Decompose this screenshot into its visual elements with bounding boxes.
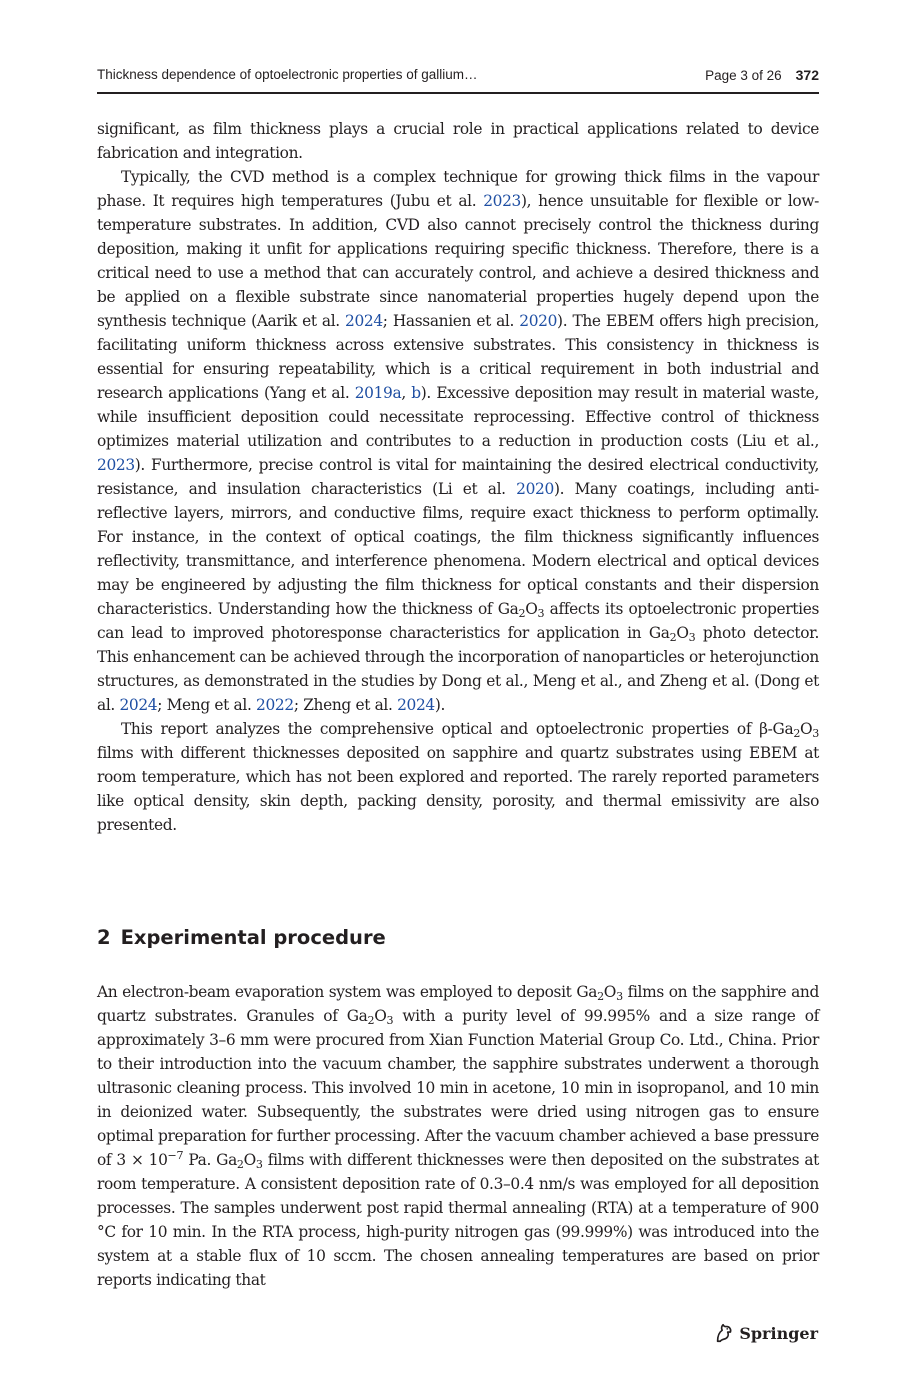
- text-run: ; Hassanien et al.: [382, 312, 520, 330]
- text-run: O: [676, 624, 689, 642]
- subscript: 3: [386, 1014, 394, 1028]
- section-title: Experimental procedure: [120, 926, 386, 949]
- citation-link[interactable]: 2022: [256, 696, 294, 714]
- text-run: O: [603, 983, 617, 1001]
- text-run: photo detector. This enhancement can be achieved through the incorporation of nanoparticles or heterojunction structures, as demonstrated in the studies by Dong et al., Meng et al., and Zheng et al. (Dong et al.: [97, 624, 820, 714]
- publisher-name: Springer: [739, 1323, 818, 1343]
- subscript: 2: [597, 990, 604, 1004]
- text-run: ). Many coatings, including anti-reflective layers, mirrors, and conductive films, require exact thickness to perform optimally. For instance, in the context of optical coatings, the film thickness significantly influences reflectivity, transmittance, and interference phenomena. Modern electrical and optical devices may be engineered by adjusting the film thickness for optical constants and their dispersion characteristics. Understanding how the thickness of Ga: [97, 480, 820, 618]
- paragraph-continued: significant, as film thickness plays a crucial role in practical applications related to device fabrication and integration.: [97, 120, 819, 162]
- subscript: 2: [518, 607, 526, 621]
- text-run: films with different thicknesses were then deposited on the substrates at room temperature. A consistent deposition rate of 0.3–0.4 nm/s was employed for all deposition processes. The samples underwent post rapid thermal annealing (RTA) at a temperature of 900 °C for 10 min. In the RTA process, high-purity nitrogen gas (99.999%) was introduced into the system at a stable flux of 10 sccm. The chosen annealing temperatures are based on prior reports indicating that: [97, 1151, 820, 1289]
- text-run: ).: [434, 696, 446, 714]
- springer-horse-icon: [713, 1322, 735, 1344]
- subscript: 3: [616, 990, 623, 1004]
- citation-link[interactable]: 2023: [97, 456, 135, 474]
- citation-link[interactable]: 2024: [119, 696, 158, 714]
- subscript: 3: [255, 1158, 263, 1172]
- text-run: O: [800, 720, 813, 738]
- running-header: [97, 62, 819, 94]
- superscript: −7: [167, 1148, 184, 1162]
- citation-link[interactable]: 2024: [397, 696, 435, 714]
- text-run: films on the sapphire and quartz substrates. Granules of Ga: [97, 983, 819, 1025]
- page-info: Page 3 of 26: [705, 68, 782, 83]
- publisher-logo: [713, 1320, 818, 1346]
- text-run: Typically, the CVD method is a complex technique for growing thick films in the vapour phase. It requires high temperatures (Jubu et al.: [97, 168, 819, 210]
- text-run: This report analyzes the comprehensive optical and optoelectronic properties of β-Ga: [121, 720, 794, 738]
- text-run: ; Zheng et al.: [293, 696, 398, 714]
- subscript: 3: [812, 727, 819, 741]
- text-run: O: [525, 600, 538, 618]
- text-run: with a purity level of 99.995% and a size range of approximately 3–6 mm were procured from Xian Function Material Group Co. Ltd., China. Prior to their introduction into the vacuum chamber, the sapphire substrates underwent a thorough ultrasonic cleaning process. This involved 10 min in acetone, 10 min in isopropanol, and 10 min in deionized water. Subsequently, the substrates were dried using nitrogen gas to ensure optimal preparation for further processing. After the vacuum chamber achieved a base pressure of 3 × 10: [97, 1007, 819, 1169]
- text-run: Pa. Ga: [183, 1151, 237, 1169]
- citation-link[interactable]: b: [411, 384, 421, 402]
- main-text: [97, 117, 819, 837]
- subscript: 2: [669, 631, 677, 645]
- text-run: An electron-beam evaporation system was employed to deposit Ga: [97, 983, 598, 1001]
- text-run: ). Furthermore, precise control is vital for maintaining the desired electrical conductivity, resistance, and insulation characteristics (Li et al.: [97, 456, 819, 498]
- text-run: ; Meng et al.: [157, 696, 257, 714]
- text-run: affects its optoelectronic properties can lead to improved photoresponse characteristics for application in Ga: [97, 600, 820, 642]
- subscript: 3: [537, 607, 545, 621]
- section-number: 2: [97, 926, 111, 949]
- paragraph-cvd: [97, 165, 819, 717]
- citation-link[interactable]: 2024: [345, 312, 383, 330]
- text-run: O: [374, 1007, 387, 1025]
- page-number: 372: [795, 67, 819, 83]
- running-title: Thickness dependence of optoelectronic properties of gallium…: [97, 67, 478, 82]
- page-info-group: [705, 67, 819, 83]
- paragraph-experimental: [97, 980, 819, 1292]
- text-run: O: [243, 1151, 256, 1169]
- section-heading: [97, 926, 386, 949]
- section-text: [97, 980, 819, 1292]
- text-run: ,: [401, 384, 412, 402]
- text-run: ), hence unsuitable for flexible or low-temperature substrates. In addition, CVD also cannot precisely control the thickness during deposition, making it unfit for applications requiring specific thickness. Therefore, there is a critical need to use a method that can accurately control, and achieve a desired thickness and be applied on a flexible substrate since nanomaterial properties hugely depend upon the synthesis technique (Aarik et al.: [97, 192, 819, 330]
- citation-link[interactable]: 2020: [516, 480, 554, 498]
- paragraph-report: [97, 717, 819, 837]
- citation-link[interactable]: 2019a: [354, 384, 402, 402]
- subscript: 2: [236, 1158, 244, 1172]
- text-run: films with different thicknesses deposited on sapphire and quartz substrates using EBEM at room temperature, which has not been explored and reported. The rarely reported parameters like optical density, skin depth, packing density, porosity, and thermal emissivity are also presented.: [97, 744, 819, 834]
- text-run: ). The EBEM offers high precision, facilitating uniform thickness across extensive substrates. This consistency in thickness is essential for ensuring repeatability, which is a critical requirement in both industrial and research applications (Yang et al.: [97, 312, 820, 402]
- subscript: 2: [367, 1014, 375, 1028]
- citation-link[interactable]: 2023: [483, 192, 522, 210]
- subscript: 2: [793, 727, 801, 741]
- citation-link[interactable]: 2020: [519, 312, 558, 330]
- text-run: ). Excessive deposition may result in material waste, while insufficient deposition could necessitate reprocessing. Effective control of thickness optimizes material utilization and contributes to a reduction in production costs (Liu et al.,: [97, 384, 819, 450]
- subscript: 3: [688, 631, 696, 645]
